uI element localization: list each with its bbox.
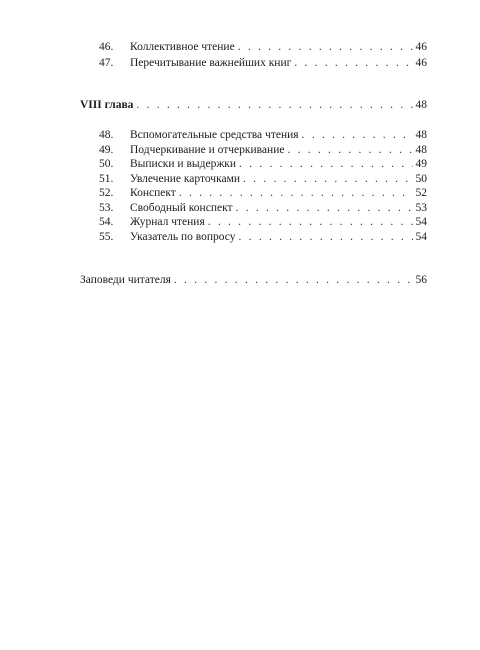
dot-leader: [238, 39, 413, 55]
toc-entry: [99, 214, 427, 230]
toc-entry-title: Журнал чтения: [130, 214, 208, 230]
toc-entry-number: 51.: [99, 173, 114, 185]
dot-leader: [179, 185, 413, 201]
toc-entry-title: Выписки и выдержки: [130, 156, 239, 172]
toc-entry-number: 52.: [99, 187, 114, 199]
toc-entry: [99, 55, 427, 71]
dot-leader: [136, 97, 412, 113]
dot-leader: [302, 127, 413, 143]
toc-entry-page: 48: [415, 129, 427, 141]
toc-entry-number: 50.: [99, 158, 114, 170]
toc-entry-number: 54.: [99, 216, 114, 228]
toc-entry-number: 48.: [99, 129, 114, 141]
toc-entry-page: 53: [415, 202, 427, 214]
toc-entry: [99, 229, 427, 245]
toc-entry-number: 49.: [99, 144, 114, 156]
dot-leader: [174, 272, 413, 288]
toc-entry-title: Указатель по вопросу: [130, 229, 239, 245]
chapter-title: VIII глава: [80, 97, 136, 113]
toc-chapter-entry: [80, 97, 427, 113]
toc-entry-page: 52: [415, 187, 427, 199]
closing-title: Заповеди читателя: [80, 272, 174, 288]
toc-entry-title: Конспект: [130, 185, 179, 201]
toc-closing-entry: [80, 272, 427, 288]
dot-leader: [294, 55, 412, 71]
toc-entry: [99, 156, 427, 172]
toc-entry-title: Перечитывание важнейших книг: [130, 55, 294, 71]
toc-entry-title: Подчеркивание и отчеркивание: [130, 142, 287, 158]
toc-entry-title: Свободный конспект: [130, 200, 236, 216]
toc-entry-page: 54: [415, 231, 427, 243]
toc-entry-page: 46: [415, 41, 427, 53]
toc-entry-page: 46: [415, 57, 427, 69]
toc-entry-title: Вспомогательные средства чтения: [130, 127, 302, 143]
toc-entry-number: 46.: [99, 41, 114, 53]
toc-entry-number: 47.: [99, 57, 114, 69]
toc-entry-number: 53.: [99, 202, 114, 214]
chapter-page: 48: [415, 99, 427, 111]
dot-leader: [239, 229, 413, 245]
dot-leader: [239, 156, 412, 172]
toc-entry-title: Коллективное чтение: [130, 39, 238, 55]
toc-entry: [99, 185, 427, 201]
toc-entry-number: 55.: [99, 231, 114, 243]
closing-page: 56: [415, 274, 427, 286]
toc-entry-page: 48: [415, 144, 427, 156]
toc-entry: [99, 127, 427, 143]
toc-entry-page: 54: [415, 216, 427, 228]
toc-entry-page: 50: [415, 173, 427, 185]
toc-entry: [99, 39, 427, 55]
dot-leader: [208, 214, 413, 230]
toc-entry-title: Увлечение карточками: [130, 171, 243, 187]
toc-entry-page: 49: [415, 158, 427, 170]
